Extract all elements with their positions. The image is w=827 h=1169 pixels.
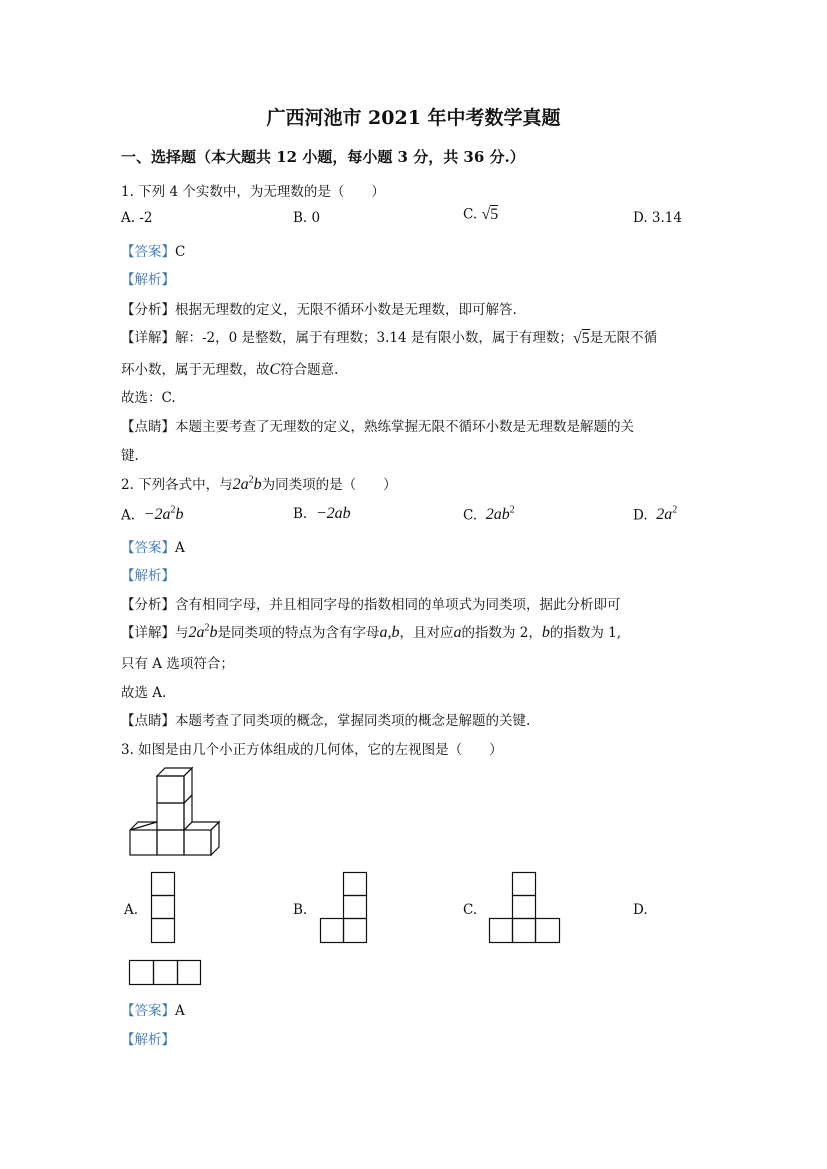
q2-c-label: C. (463, 507, 478, 524)
q2-xj-math: 2a (188, 624, 205, 641)
cube-bottom-middle (157, 830, 184, 855)
q2-d-sup: 2 (672, 505, 678, 516)
q3-option-d-figure (128, 959, 202, 987)
dianjing-tag: 【点睛】 (121, 419, 175, 435)
q2-a-expr-main: −2a (143, 506, 171, 524)
q1-line2-text-2: 符合题意. (280, 362, 339, 378)
q1-stem: 1. 下列 4 个实数中，为无理数的是（ ） (121, 184, 385, 200)
answer-tag: 【答案】 (121, 540, 175, 556)
q2-option-d (633, 505, 677, 524)
sqrt-symbol: √5 (481, 206, 499, 223)
q1-analysis-tag: 【解析】 (121, 272, 175, 288)
q2-choose: 故选 A. (121, 685, 167, 701)
answer-tag: 【答案】 (121, 1003, 175, 1019)
q3-option-d-label: D. (633, 902, 648, 918)
q3-analysis-tag: 【解析】 (121, 1032, 175, 1048)
q2-a-sup: 2 (170, 505, 176, 516)
q2-option-b (293, 505, 351, 523)
cube-bottom-right-top (184, 822, 219, 830)
fenxi-tag: 【分析】 (121, 302, 175, 318)
q1-option-b: B. 0 (293, 210, 321, 226)
q2-stem-post: 为同类项的是（ ） (261, 477, 397, 493)
q1-answer-value: C (175, 244, 186, 260)
q2-c-sup: 2 (509, 505, 515, 516)
cube-top-top (157, 768, 192, 776)
q1-xiangjie-radicand: 5 (581, 329, 590, 347)
q3-answer (121, 999, 185, 1019)
q1-dianjing (121, 415, 634, 435)
q2-xj-mid3: 的指数为 2， (461, 625, 542, 641)
cube-middle-front (157, 803, 184, 830)
cube-bottom-right (184, 830, 211, 855)
q2-b-label: B. (293, 506, 308, 522)
q2-xj-sup: 2 (204, 622, 210, 634)
q2-stem-var: b (253, 476, 262, 493)
q2-stem-math: 2a (232, 476, 249, 493)
cube-top-side (184, 768, 192, 803)
q2-xj-mid: 是同类项的特点为含有字母 (217, 625, 380, 641)
q2-stem (121, 473, 397, 494)
answer-tag: 【答案】 (121, 244, 175, 260)
q2-d-expr (656, 506, 677, 523)
q2-b-expr: −2ab (315, 505, 351, 522)
q1-line2-text: 环小数，属于无理数，故 (121, 362, 270, 378)
q2-c-expr (486, 506, 515, 523)
q1-dianjing-text: 本题主要考查了无理数的定义，熟练掌握无限不循环小数是无理数是解题的关 (175, 419, 634, 435)
q1-option-c-label: C. (463, 206, 478, 223)
q2-fenxi-text: 含有相同字母，并且相同字母的指数相同的单项式为同类项，据此分析即可 (175, 597, 621, 613)
q1-choose: 故选：C. (121, 390, 176, 406)
q2-xj-mid2: ，且对应 (399, 625, 454, 641)
q3-stem: 3. 如图是由几个小正方体组成的几何体，它的左视图是（ ） (121, 742, 503, 758)
q1-fenxi-text: 根据无理数的定义，无限不循环小数是无理数，即可解答. (175, 302, 517, 318)
q1-option-a: A. -2 (121, 210, 153, 226)
q1-dianjing-line2: 键. (121, 448, 139, 464)
q2-answer (121, 536, 185, 556)
xiangjie-tag: 【详解】 (121, 330, 175, 346)
q2-stem-sup: 2 (248, 474, 254, 486)
q2-xj-var: b (209, 624, 218, 641)
q2-xj-pre: 与 (175, 625, 189, 641)
q2-a-tail: b (175, 506, 184, 524)
q2-xj-expr (189, 624, 218, 641)
cube-top-front (157, 776, 184, 803)
q2-xiangjie-line2: 只有 A 选项符合； (121, 656, 234, 672)
q3-option-b-label: B. (293, 902, 308, 918)
q2-analysis-tag: 【解析】 (121, 568, 175, 584)
fenxi-tag: 【分析】 (121, 597, 175, 613)
cube-figure (128, 768, 228, 858)
q1-option-d: D. 3.14 (633, 210, 682, 226)
q2-a-label: A. (121, 507, 136, 524)
q2-stem-pre: 2. 下列各式中，与 (121, 477, 233, 493)
q1-option-c-radicand: 5 (490, 206, 499, 223)
q2-option-c (463, 505, 515, 524)
q2-a-expr (144, 506, 184, 523)
q2-xj-end: 的指数为 1, (549, 625, 622, 641)
q2-dianjing (121, 709, 530, 729)
cube-bottom-right-side (211, 822, 219, 855)
q1-xiangjie (121, 326, 657, 348)
q1-xiangjie-text-2: 是无限不循 (589, 330, 658, 346)
dianjing-tag: 【点睛】 (121, 713, 175, 729)
q2-c-expr-main: 2ab (485, 506, 510, 524)
q2-d-label: D. (633, 507, 648, 524)
q2-option-a (121, 505, 183, 524)
q3-answer-value: A (175, 1003, 185, 1019)
q1-fenxi (121, 298, 517, 318)
q2-xj-a: a (453, 624, 462, 641)
page-title: 广西河池市 2021 年中考数学真题 (266, 107, 561, 129)
q3-option-c-label: C. (463, 902, 478, 918)
q3-option-a-figure (151, 872, 175, 944)
section-heading: 一、选择题（本大题共 12 小题，每小题 3 分，共 36 分.） (121, 148, 525, 166)
q1-xiangjie-line2 (121, 358, 338, 379)
q1-option-c (463, 206, 498, 224)
q3-option-b-figure (320, 872, 368, 944)
xiangjie-tag: 【详解】 (121, 625, 175, 641)
q2-fenxi (121, 593, 621, 613)
q2-xj-b: b (541, 624, 550, 641)
q1-line2-var: C (269, 361, 281, 378)
cube-bottom-left-top (130, 822, 157, 830)
q1-xiangjie-text: 解：-2，0 是整数，属于有理数；3.14 是有限小数，属于有理数； (175, 330, 573, 346)
q2-answer-value: A (175, 540, 185, 556)
q2-xiangjie (121, 621, 621, 642)
q2-stem-expr (233, 476, 262, 493)
q2-d-expr-main: 2a (656, 506, 673, 524)
cube-bottom-left (130, 830, 157, 855)
q1-answer (121, 240, 185, 260)
q3-option-a-label: A. (124, 902, 139, 918)
q2-dianjing-text: 本题考查了同类项的概念，掌握同类项的概念是解题的关键. (175, 713, 531, 729)
q2-xj-letters: a,b (379, 624, 400, 641)
cube-middle-side (184, 795, 192, 830)
sqrt-symbol: √5 (572, 329, 590, 347)
q3-option-c-figure (489, 872, 561, 944)
